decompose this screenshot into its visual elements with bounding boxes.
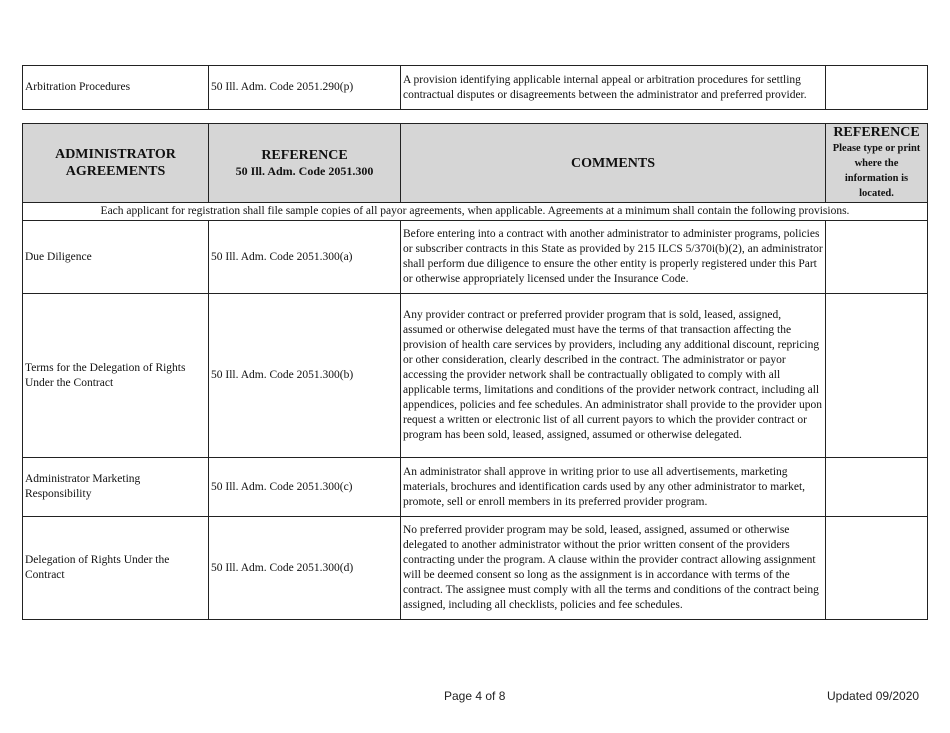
reference-cell: 50 Ill. Adm. Code 2051.300(b) <box>209 294 401 458</box>
header-location-title: REFERENCE <box>833 125 920 140</box>
table-row <box>23 458 928 517</box>
table-row <box>23 294 928 458</box>
item-cell: Arbitration Procedures <box>23 66 209 110</box>
location-input-cell[interactable] <box>826 294 928 458</box>
comment-cell: A provision identifying applicable internal appeal or arbitration procedures for settling contractual disputes or disagreements between the administrator and preferred provider. <box>401 66 826 110</box>
item-cell: Due Diligence <box>23 221 209 294</box>
table-row <box>23 66 928 110</box>
location-input-cell[interactable] <box>826 66 928 110</box>
header-reference-subtitle: 50 Ill. Adm. Code 2051.300 <box>235 164 374 178</box>
reference-cell: 50 Ill. Adm. Code 2051.300(d) <box>209 517 401 620</box>
header-reference-title: REFERENCE <box>261 148 348 163</box>
item-cell: Administrator Marketing Responsibility <box>23 458 209 517</box>
table-row <box>23 221 928 294</box>
page-number: Page 4 of 8 <box>444 689 506 703</box>
item-cell: Terms for the Delegation of Rights Under the Contract <box>23 294 209 458</box>
reference-cell: 50 Ill. Adm. Code 2051.300(a) <box>209 221 401 294</box>
location-input-cell[interactable] <box>826 517 928 620</box>
intro-text: Each applicant for registration shall file sample copies of all payor agreements, when applicable. Agreements at a minimum shall contain the following provisions. <box>23 203 928 221</box>
item-cell: Delegation of Rights Under the Contract <box>23 517 209 620</box>
location-input-cell[interactable] <box>826 458 928 517</box>
comment-cell: Before entering into a contract with another administrator to administer programs, policies or subscriber contracts in this State as provided by 215 ILCS 5/370i(b)(2), an administrator shall perform due diligence to ensure the other entity is properly registered under this Part or otherwise appropriately licensed under the Insurance Code. <box>401 221 826 294</box>
intro-row <box>23 203 928 221</box>
table-row <box>23 517 928 620</box>
header-location-reference <box>826 124 928 203</box>
location-input-cell[interactable] <box>826 221 928 294</box>
reference-cell: 50 Ill. Adm. Code 2051.300(c) <box>209 458 401 517</box>
comment-cell: No preferred provider program may be sold, leased, assigned, assumed or otherwise delegated to another administrator without the prior written consent of the providers contracting under the program. A clause within the provider contract allowing assignment will be deemed consent so long as the assignment is in accordance with terms of the contract. The assignee must comply with all the terms and conditions of the contract being assigned, including all checklists, policies and fee schedules. <box>401 517 826 620</box>
table-header-row <box>23 124 928 203</box>
comment-cell: An administrator shall approve in writing prior to use all advertisements, marketing materials, brochures and identification cards used by any other administrator to market, promote, sell or enroll members in its preferred provider program. <box>401 458 826 517</box>
updated-date: Updated 09/2020 <box>827 689 920 703</box>
administrator-agreements-table <box>22 123 928 620</box>
header-comments: COMMENTS <box>401 124 826 203</box>
header-administrator-agreements: ADMINISTRATOR AGREEMENTS <box>23 124 209 203</box>
header-reference <box>209 124 401 203</box>
header-location-instruction: Please type or print where the information is located. <box>832 143 921 199</box>
reference-cell: 50 Ill. Adm. Code 2051.290(p) <box>209 66 401 110</box>
comment-cell: Any provider contract or preferred provider program that is sold, leased, assigned, assumed or otherwise delegated must have the terms of that transaction affecting the provision of health care services by providers, including any additional discount, repricing or other consideration, clearly described in the contract. The administrator or payor accessing the provider network shall be contractually obligated to comply with all applicable terms, limitations and conditions of the provider network contract, including all appendices, policies and fee schedules. An administrator shall provide to the provider upon request a written or electronic list of all current payors to which the provider contract or program has been sold, leased, assigned, assumed or otherwise delegated. <box>401 294 826 458</box>
arbitration-table <box>22 65 928 110</box>
